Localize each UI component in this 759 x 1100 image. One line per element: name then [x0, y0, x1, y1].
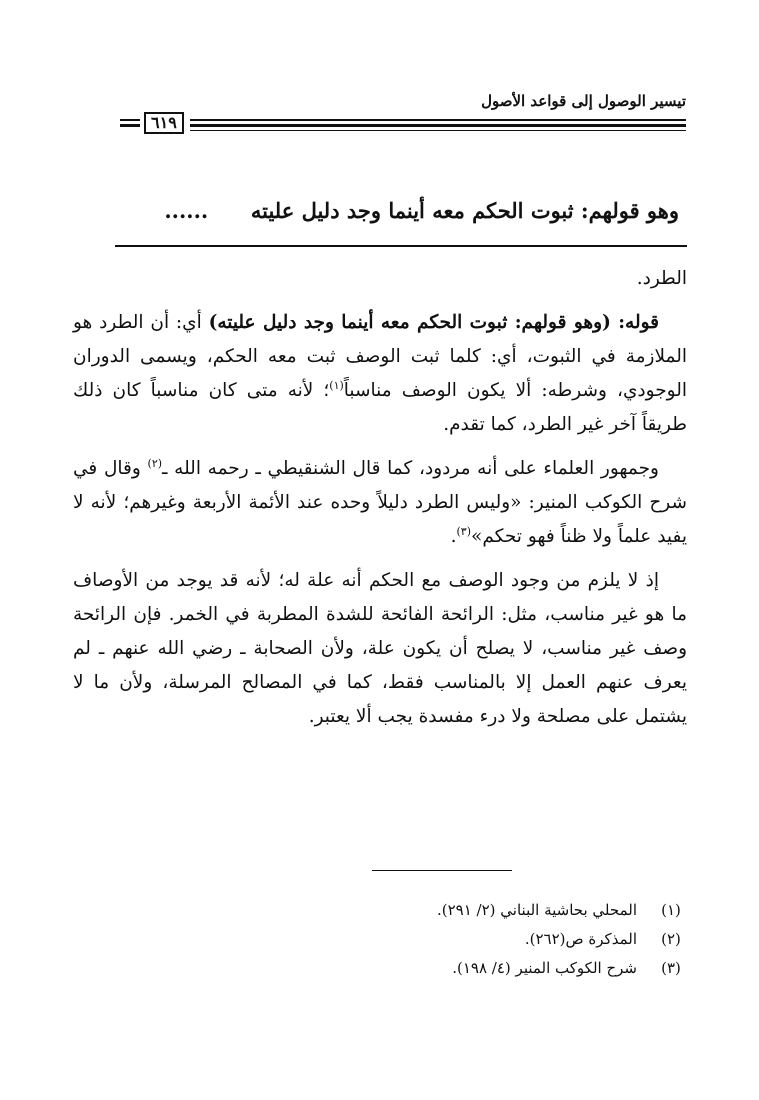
footnote-number: (٣) — [661, 959, 681, 977]
paragraph-text: وقال في شرح الكوكب المنير: «وليس الطرد دليلاً وحده عند الأئمة الأربعة وغيرهم؛ لأنه لا يفيد علماً ولا ظناً فهو تحكم» — [73, 458, 687, 547]
paragraph-text: وجمهور العلماء على أنه مردود، كما قال الشنقيطي ـ رحمه الله ـ — [162, 458, 659, 479]
header-rule — [190, 119, 686, 121]
header-rule-short — [120, 119, 140, 121]
page-header — [120, 92, 686, 140]
paragraph — [73, 262, 687, 296]
paragraph-text: إذ لا يلزم من وجود الوصف مع الحكم أنه علة له؛ لأنه قد يوجد من الأوصاف ما هو غير مناسب، مثل: الرائحة الفائحة للشدة المطربة في الخمر. فإن الرائحة وصف غير مناسب، لا يصلح أن يكون علة، ولأن الصحابة ـ رضي الله عنهم ـ لم يعرف عنهم العمل إلا بالمناسب فقط، كما في المصالح المرسلة، ولأن ما لا يشتمل على مصلحة ولا درء مفسدة يجب ألا يعتبر. — [73, 570, 687, 727]
footnote-text: شرح الكوكب المنير (٤/ ١٩٨). — [452, 959, 637, 977]
quoted-text — [119, 198, 679, 223]
footnote-separator — [372, 870, 512, 871]
footnotes — [73, 896, 687, 983]
paragraph-text: ؛ لأنه متى كان مناسباً كان ذلك طريقاً آخر غير الطرد، كما تقدم. — [73, 380, 687, 435]
footnote-number: (٢) — [661, 930, 681, 948]
footnote-number: (١) — [661, 901, 681, 919]
quoted-text-main: وهو قولهم: ثبوت الحكم معه أينما وجد دليل عليته — [250, 198, 679, 223]
quoted-text-dots: ...... — [164, 198, 209, 223]
footnote — [73, 925, 687, 954]
footnote — [73, 954, 687, 983]
header-rule — [190, 124, 686, 127]
header-rule-short — [120, 124, 140, 127]
paragraph — [73, 564, 687, 734]
paragraph-text: أي: أن الطرد هو الملازمة في الثبوت، أي: كلما ثبت الوصف ثبت معه الحكم، ويسمى الدوران الوجودي، وشرطه: ألا يكون الوصف مناسباً — [73, 312, 687, 401]
paragraph — [73, 306, 687, 442]
paragraph-text: الطرد. — [636, 268, 687, 289]
quoted-heading: قوله: (وهو قولهم: ثبوت الحكم معه أينما وجد دليل عليته) — [208, 312, 659, 333]
footnote-ref: (١) — [329, 378, 344, 392]
footnote-ref: (٣) — [456, 524, 471, 538]
page-number: ٦١٩ — [144, 112, 184, 134]
footnote-text: المذكرة ص(٢٦٢). — [524, 930, 637, 948]
commentary-body — [73, 262, 687, 744]
header-rule — [190, 130, 686, 131]
paragraph-text: . — [450, 526, 457, 547]
footnote-ref: (٢) — [147, 456, 163, 470]
footnote — [73, 896, 687, 925]
footnote-text: المحلي بحاشية البناني (٢/ ٢٩١). — [436, 901, 637, 919]
separator-rule — [115, 245, 687, 247]
paragraph — [73, 452, 687, 554]
running-title: تيسير الوصول إلى قواعد الأصول — [481, 92, 686, 110]
